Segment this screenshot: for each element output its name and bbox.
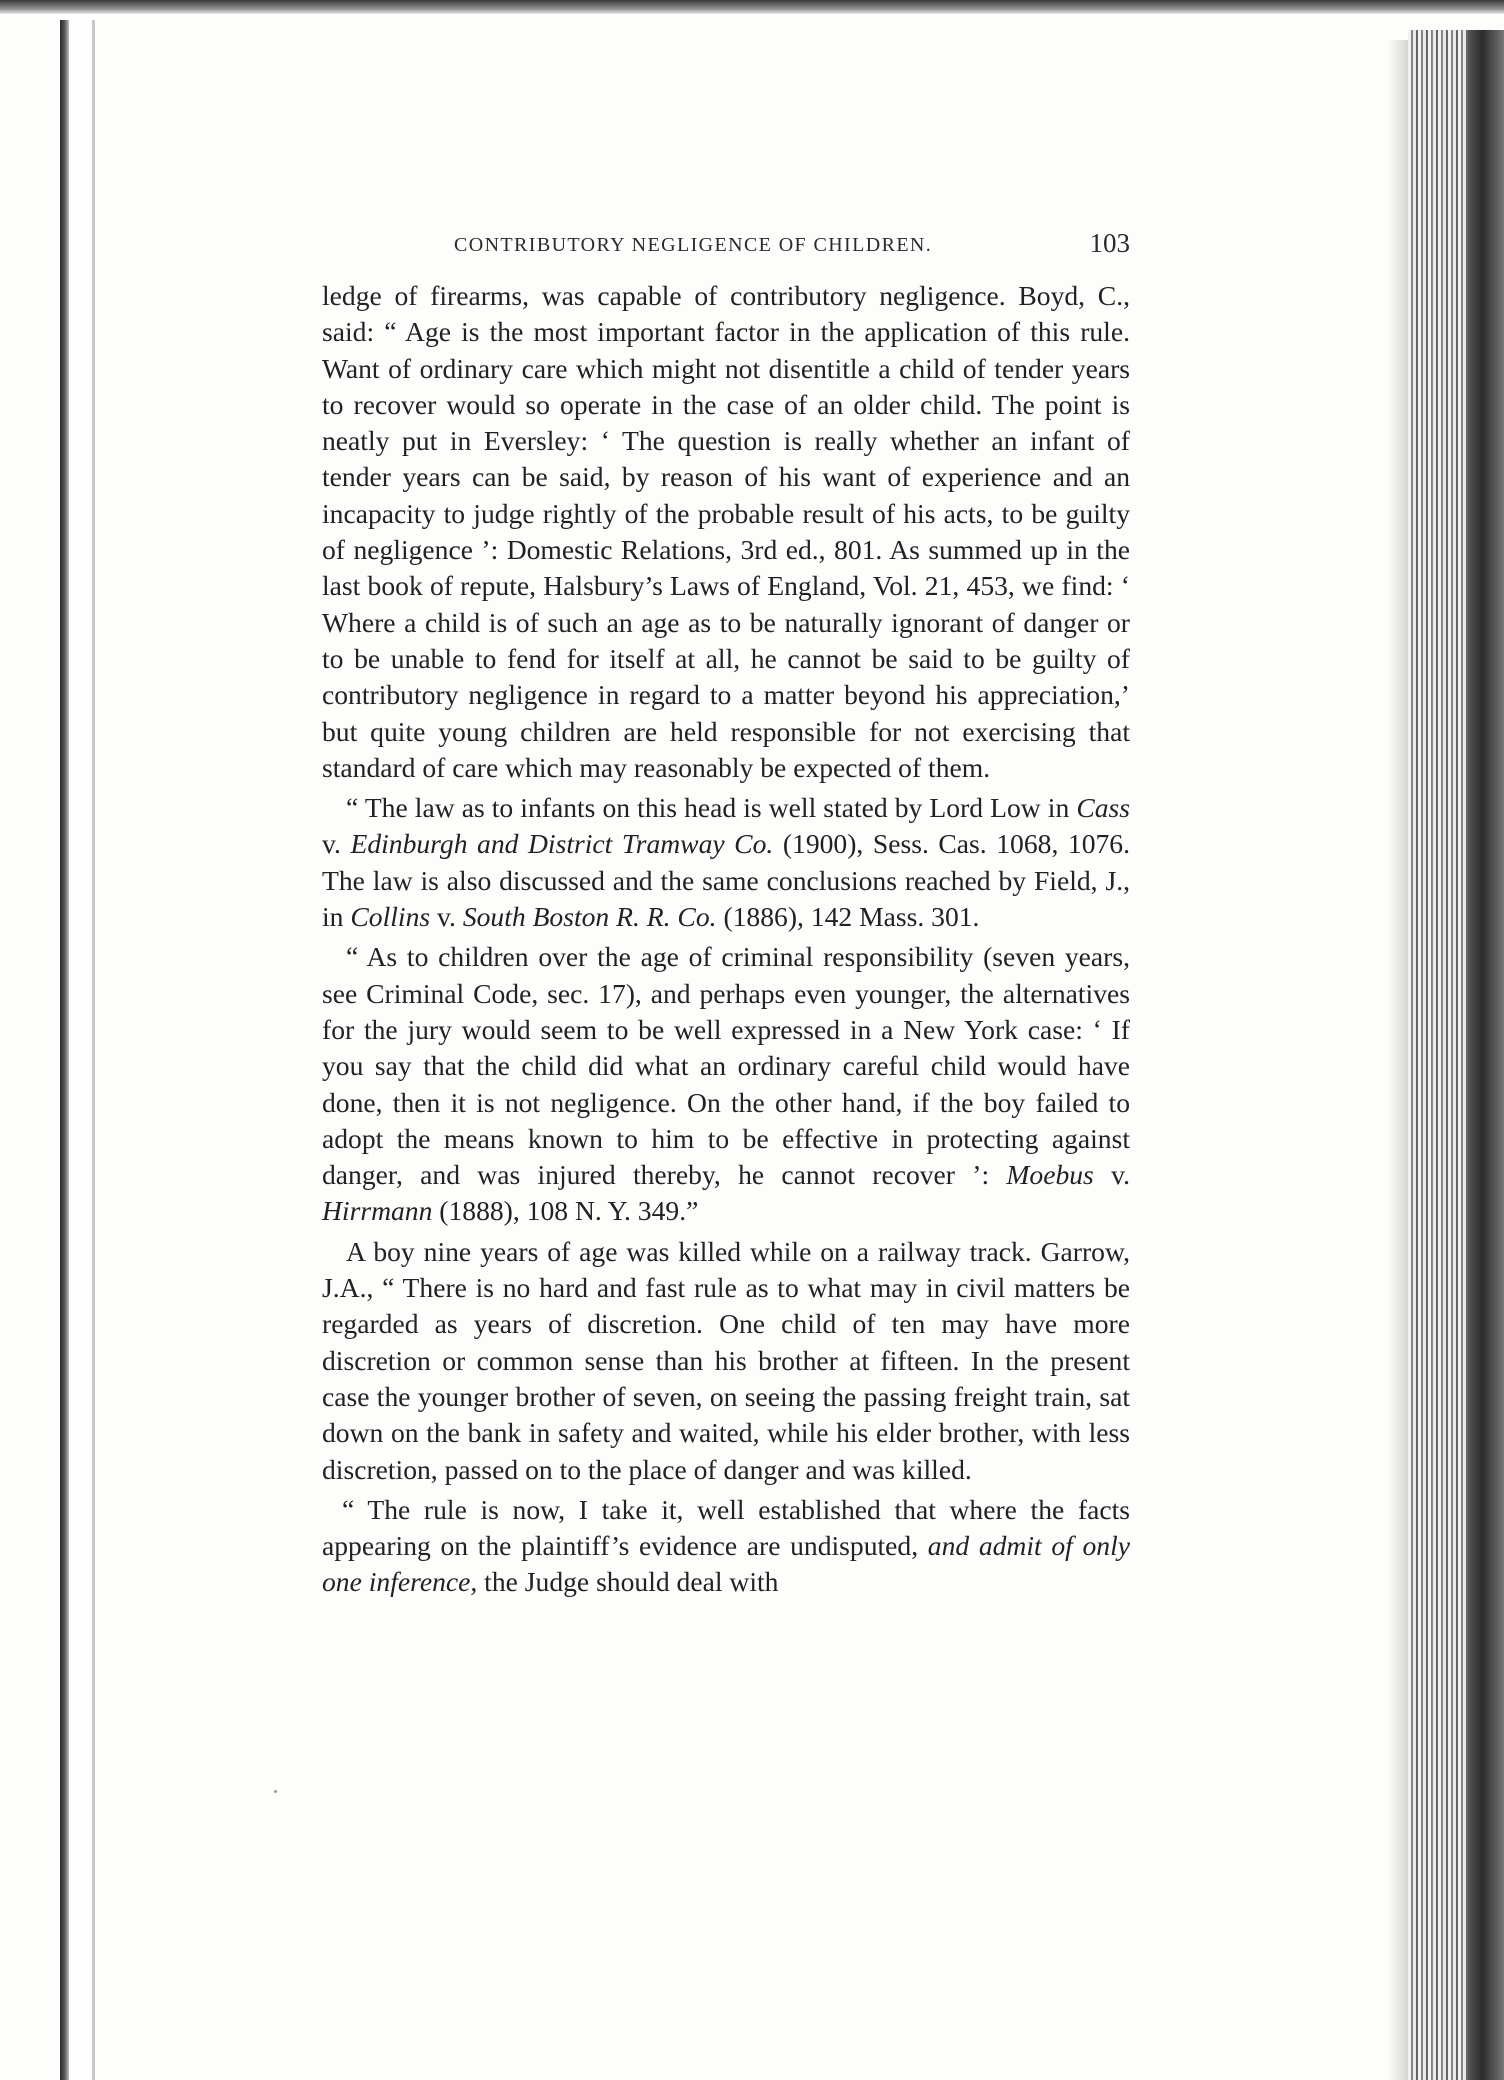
text-run: “ As to children over the age of criminal responsibility (seven years, see Criminal Code, sec. 17), and perhaps even younger, the alternatives for the jury would seem to be well expressed in a New York case: ‘ If you say that the child did what an ordinary careful child would have done, then it is not negligence. On the other hand, if the boy failed to adopt the means known to him to be effective in protecting against danger, and was injured thereby, he cannot recover ’: [322,941,1130,1191]
paragraph [322,939,1130,1229]
scan-speck [274,1790,277,1793]
book-gutter [60,20,69,2080]
paragraph [322,278,1130,786]
text-run: (1886), 142 Mass. 301. [716,901,980,933]
text-run: v. [430,901,463,933]
text-run: the Judge should deal with [477,1566,779,1598]
running-head [322,226,1130,266]
italic-text-run: Edinburgh and District Tramway Co. [350,828,774,860]
text-run: “ The law as to infants on this head is well stated by Lord Low in [346,792,1077,824]
text-run: A boy nine years of age was killed while on a railway track. Garrow, J.A., “ There is no hard and fast rule as to what may in civil matters be regarded as years of discretion. One child of ten may have more discretion or common sense than his brother at fifteen. In the present case the younger brother of seven, on seeing the passing freight train, sat down on the bank in safety and waited, while his elder brother, with less discretion, passed on to the place of danger and was killed. [322,1235,1130,1485]
italic-text-run: Moebus [1006,1159,1094,1191]
text-run: (1900), Sess. Cas. 1068, 1076. The law is also discussed and the same conclusions reached by Field, J., in [322,828,1130,933]
running-title: CONTRIBUTORY NEGLIGENCE OF CHILDREN. [454,234,933,256]
italic-text-run: Hirrmann [322,1195,433,1227]
text-run: v. [1093,1159,1130,1191]
text-run: (1888), 108 N. Y. 349.” [432,1195,699,1227]
italic-text-run: Collins [350,901,431,933]
italic-text-run: Cass [1076,792,1130,824]
italic-text-run: South Boston R. R. Co. [462,901,717,933]
text-run: v. [322,828,351,860]
paragraph [322,790,1130,935]
text-run: ledge of firearms, was capable of contributory negligence. Boyd, C., said: “ Age is the most important factor in the application of this rule. Want of ordinary care which might not disentitle a child of tender years to recover would so operate in the case of an older child. The point is neatly put in Eversley: ‘ The question is really whether an infant of tender years can be said, by reason of his want of experience and an incapacity to judge rightly of the probable result of his acts, to be guilty of negligence ’: Domestic Relations, 3rd ed., 801. As summed up in the last book of repute, Halsbury’s Laws of England, Vol. 21, 453, we find: ‘ Where a child is of such an age as to be naturally ignorant of danger or to be unable to fend for itself at all, he cannot be said to be guilty of contributory negligence in regard to a matter beyond his appreciation,’ but quite young children are held responsible for not exercising that standard of care which may reasonably be expected of them. [322,280,1130,783]
book-page-edges [1408,30,1504,2080]
paragraph [322,1234,1130,1488]
book-gutter-fold [92,20,95,2080]
text-run: “ The rule is now, I take it, well established that where the facts appearing on the plaintiff’s evidence are undisputed, [322,1493,1130,1562]
body-text [322,278,1130,1605]
paragraph [322,1492,1130,1601]
page-edge-shadow [1388,40,1410,2080]
italic-text-run: and admit of only one inference, [322,1530,1130,1598]
scan-top-shadow [0,0,1504,14]
page-number: 103 [1089,228,1130,258]
